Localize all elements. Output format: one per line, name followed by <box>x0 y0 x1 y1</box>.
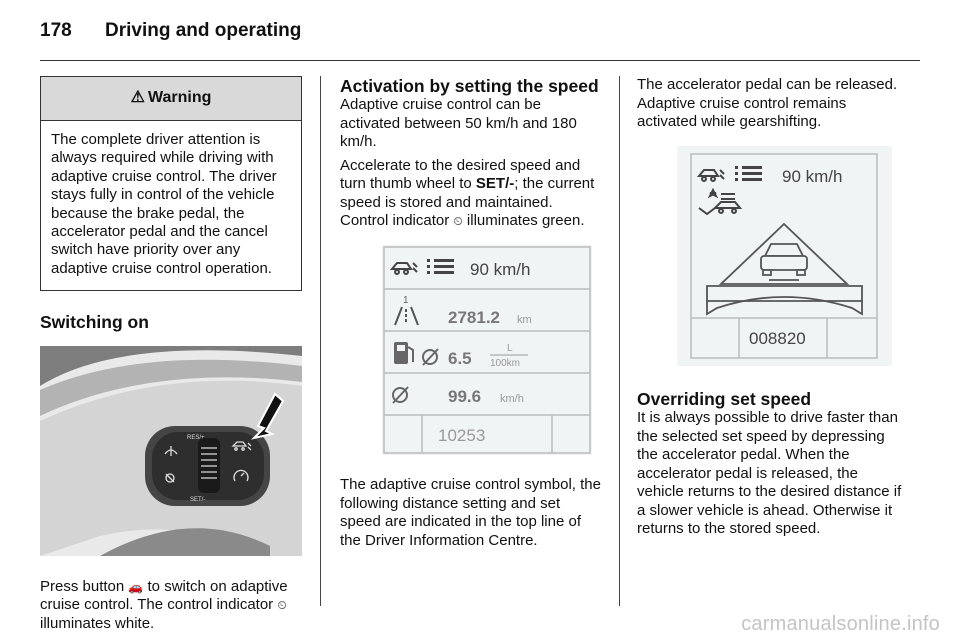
fuel-consumption: 6.5 <box>448 348 472 368</box>
watermark: carmanualsonline.info <box>741 613 940 635</box>
page-number: 178 <box>40 20 72 41</box>
warning-text: The complete driver attention is always required while driving with adaptive cruise control. The driver stays fully in control of the vehicle because the brake pedal, the accelerator pedal and the cancel switch have priority over any adaptive cruise control operation. <box>51 131 277 277</box>
cruise-indicator-icon: ⏲ <box>277 598 287 613</box>
steering-wheel-image <box>40 346 302 556</box>
warning-box <box>40 76 302 291</box>
page-header <box>40 20 301 42</box>
column-divider-2 <box>619 76 620 606</box>
cruise-indicator-icon: ⏲ <box>453 214 463 228</box>
overriding-text: It is always possible to drive faster than the selected set speed by depressing the accelerator pedal. When the accelerator pedal is released, the vehicle returns to the desired distance if a slower vehicle is ahead. Otherwise it returns to the stored speed. <box>637 409 902 537</box>
column-3 <box>637 76 902 539</box>
activation-range-text: Adaptive cruise control can be activated between 50 km/h and 180 km/h. <box>340 96 577 150</box>
adaptive-cruise-icon: 🚗 <box>128 579 144 594</box>
header-rule <box>40 60 920 61</box>
set-speed: 90 km/h <box>470 259 531 279</box>
warning-header <box>41 77 301 121</box>
warning-title: Warning <box>147 89 212 107</box>
activation-set-text: Accelerate to the desired speed and turn thumb wheel to SET/-; the current speed is stored and maintained. Control indicator ⏲ illuminates green. <box>340 156 595 229</box>
average-speed-unit: km/h <box>500 392 524 405</box>
fuel-unit-top: L <box>507 342 513 354</box>
odometer: 008820 <box>749 328 806 348</box>
section-heading-overriding: Overriding set speed <box>637 389 812 409</box>
average-speed: 99.6 <box>448 386 482 406</box>
set-label: SET/- <box>190 497 206 504</box>
odometer: 10253 <box>438 425 486 445</box>
section-heading-switching-on: Switching on <box>40 312 149 333</box>
pedal-release-text: The accelerator pedal can be released. Adaptive cruise control remains activated while gearshifting. <box>637 76 898 130</box>
page-title: Driving and operating <box>104 20 302 41</box>
symbol-description-text: The adaptive cruise control symbol, the following distance setting and set speed are indicated in the top line of the Driver Information Centre. <box>340 476 601 549</box>
set-speed: 90 km/h <box>782 166 843 186</box>
warning-triangle-icon: ⚠ <box>130 89 145 107</box>
res-label: RES/+ <box>187 435 205 442</box>
trip-unit: km <box>517 313 532 326</box>
switching-on-text: Press button 🚗 to switch on adaptive cruise control. The control indicator ⏲ illuminates white. <box>40 577 288 632</box>
section-heading-activation: Activation by setting the speed <box>340 76 599 96</box>
column-2 <box>340 76 602 550</box>
trip-number: 1 <box>403 294 409 306</box>
fuel-unit-bottom: 100km <box>490 357 521 369</box>
car-ahead-icon <box>761 244 807 275</box>
trip-distance: 2781.2 <box>448 307 500 327</box>
driver-info-display-vehicle-image <box>677 146 892 366</box>
driver-info-display-image <box>382 245 592 455</box>
column-1 <box>40 76 302 633</box>
column-divider-1 <box>320 76 321 606</box>
